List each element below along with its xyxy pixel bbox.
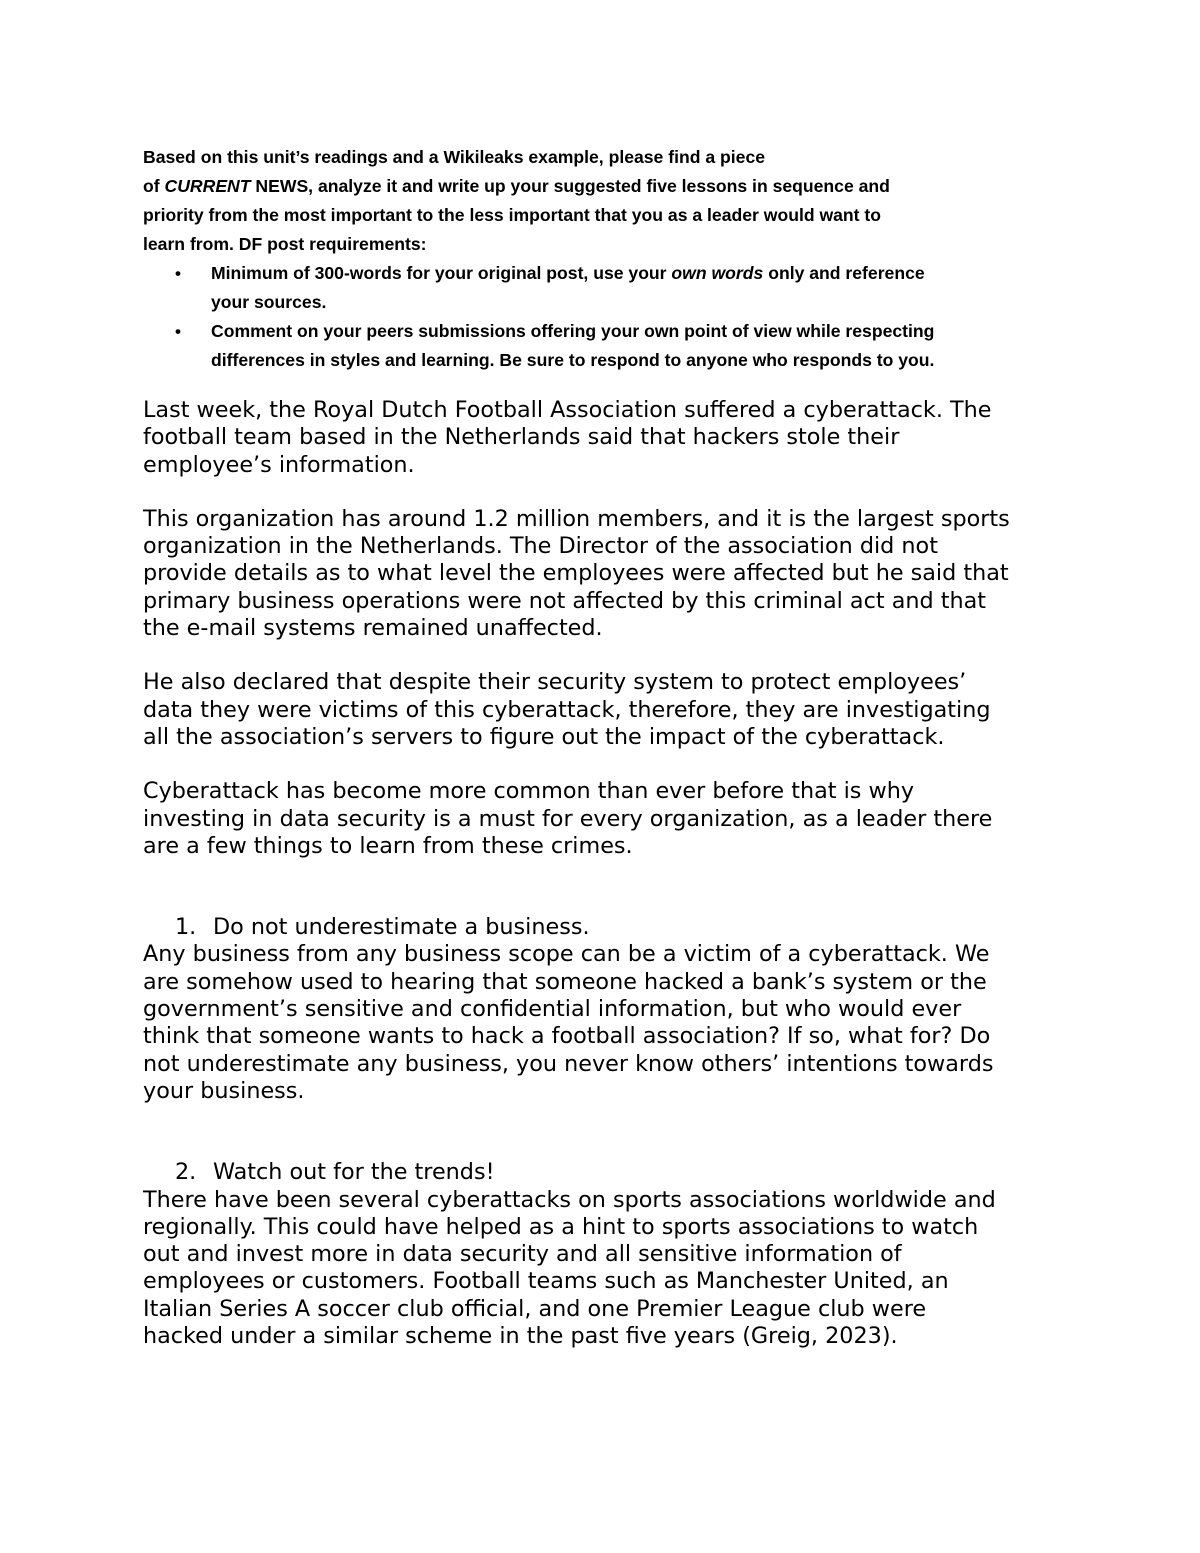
answer-line: government’s sensitive and confidential information, but who would ever xyxy=(143,996,962,1023)
answer-line: are somehow used to hearing that someone hacked a bank’s system or the xyxy=(143,968,987,995)
answer-line: not underestimate any business, you never know others’ intentions towards xyxy=(143,1050,994,1077)
lesson-1 xyxy=(143,914,1083,1105)
answer-line: all the association’s servers to figure out the impact of the cyberattack. xyxy=(143,723,945,750)
answer-line: hacked under a similar scheme in the past five years (Greig, 2023). xyxy=(143,1323,898,1350)
prompt-text: of xyxy=(143,176,165,196)
answer-line: Italian Series A soccer club official, and one Premier League club were xyxy=(143,1295,927,1322)
answer-paragraph-2 xyxy=(143,506,1083,642)
prompt-line: priority from the most important to the less important that you as a leader would want to xyxy=(143,205,882,225)
answer-line: organization in the Netherlands. The Director of the association did not xyxy=(143,533,938,560)
lesson-heading xyxy=(143,1159,1083,1186)
requirement-line xyxy=(211,259,1083,288)
prompt-line xyxy=(143,172,1083,201)
bullet-icon: • xyxy=(175,264,181,283)
answer-line: Any business from any business scope can be a victim of a cyberattack. We xyxy=(143,941,990,968)
answer-line: employees or customers. Football teams such as Manchester United, an xyxy=(143,1268,949,1295)
answer-line: think that someone wants to hack a football association? If so, what for? Do xyxy=(143,1023,991,1050)
answer-line: Cyberattack has become more common than ever before that is why xyxy=(143,778,915,805)
answer-line: your business. xyxy=(143,1077,305,1104)
answer-line: investing in data security is a must for every organization, as a leader there xyxy=(143,805,993,832)
answer-paragraph-4 xyxy=(143,778,1083,860)
answer-line: employee’s information. xyxy=(143,451,415,478)
answer-paragraph-1 xyxy=(143,397,1083,479)
lesson-title: Do not underestimate a business. xyxy=(213,914,590,941)
answer-line: out and invest more in data security and all sensitive information of xyxy=(143,1241,902,1268)
prompt-emphasis: CURRENT xyxy=(164,176,251,196)
prompt-line: learn from. DF post requirements: xyxy=(143,234,427,254)
answer-line: are a few things to learn from these crimes. xyxy=(143,832,633,859)
requirement-line: Comment on your peers submissions offering your own point of view while respecting xyxy=(211,321,935,341)
lesson-title: Watch out for the trends! xyxy=(213,1159,495,1186)
answer-line: primary business operations were not affected by this criminal act and that xyxy=(143,587,987,614)
answer-line: There have been several cyberattacks on sports associations worldwide and xyxy=(143,1186,996,1213)
bullet-icon: • xyxy=(175,322,181,341)
answer-line: He also declared that despite their security system to protect employees’ xyxy=(143,669,967,696)
requirement-text: Minimum of 300-words for your original post, use your xyxy=(211,263,672,283)
requirement-item xyxy=(143,259,1083,317)
lesson-number: 2. xyxy=(175,1159,197,1186)
answer-line: provide details as to what level the employees were affected but he said that xyxy=(143,560,1009,587)
answer-paragraph-3 xyxy=(143,669,1083,751)
answer-line: data they were victims of this cyberattack, therefore, they are investigating xyxy=(143,696,991,723)
answer-line: regionally. This could have helped as a hint to sports associations to watch xyxy=(143,1213,979,1240)
requirements-list xyxy=(143,259,1083,375)
lesson-heading xyxy=(143,914,1083,941)
prompt-line: Based on this unit’s readings and a Wikileaks example, please find a piece xyxy=(143,147,766,167)
answer-line: Last week, the Royal Dutch Football Association suffered a cyberattack. The xyxy=(143,397,992,423)
requirement-item xyxy=(143,317,1083,375)
prompt-text: NEWS, analyze it and write up your suggested five lessons in sequence and xyxy=(250,176,890,196)
requirement-emphasis: own words xyxy=(671,263,764,283)
answer-body xyxy=(143,397,1083,1350)
lesson-2 xyxy=(143,1159,1083,1350)
requirement-text: only and reference xyxy=(763,263,925,283)
assignment-prompt xyxy=(143,143,1083,375)
answer-line: This organization has around 1.2 million members, and it is the largest sports xyxy=(143,505,1010,532)
answer-line: football team based in the Netherlands said that hackers stole their xyxy=(143,424,900,451)
answer-line: the e-mail systems remained unaffected. xyxy=(143,615,603,642)
requirement-line: your sources. xyxy=(211,292,327,312)
lesson-number: 1. xyxy=(175,914,197,941)
requirement-line: differences in styles and learning. Be sure to respond to anyone who responds to you. xyxy=(211,350,935,370)
